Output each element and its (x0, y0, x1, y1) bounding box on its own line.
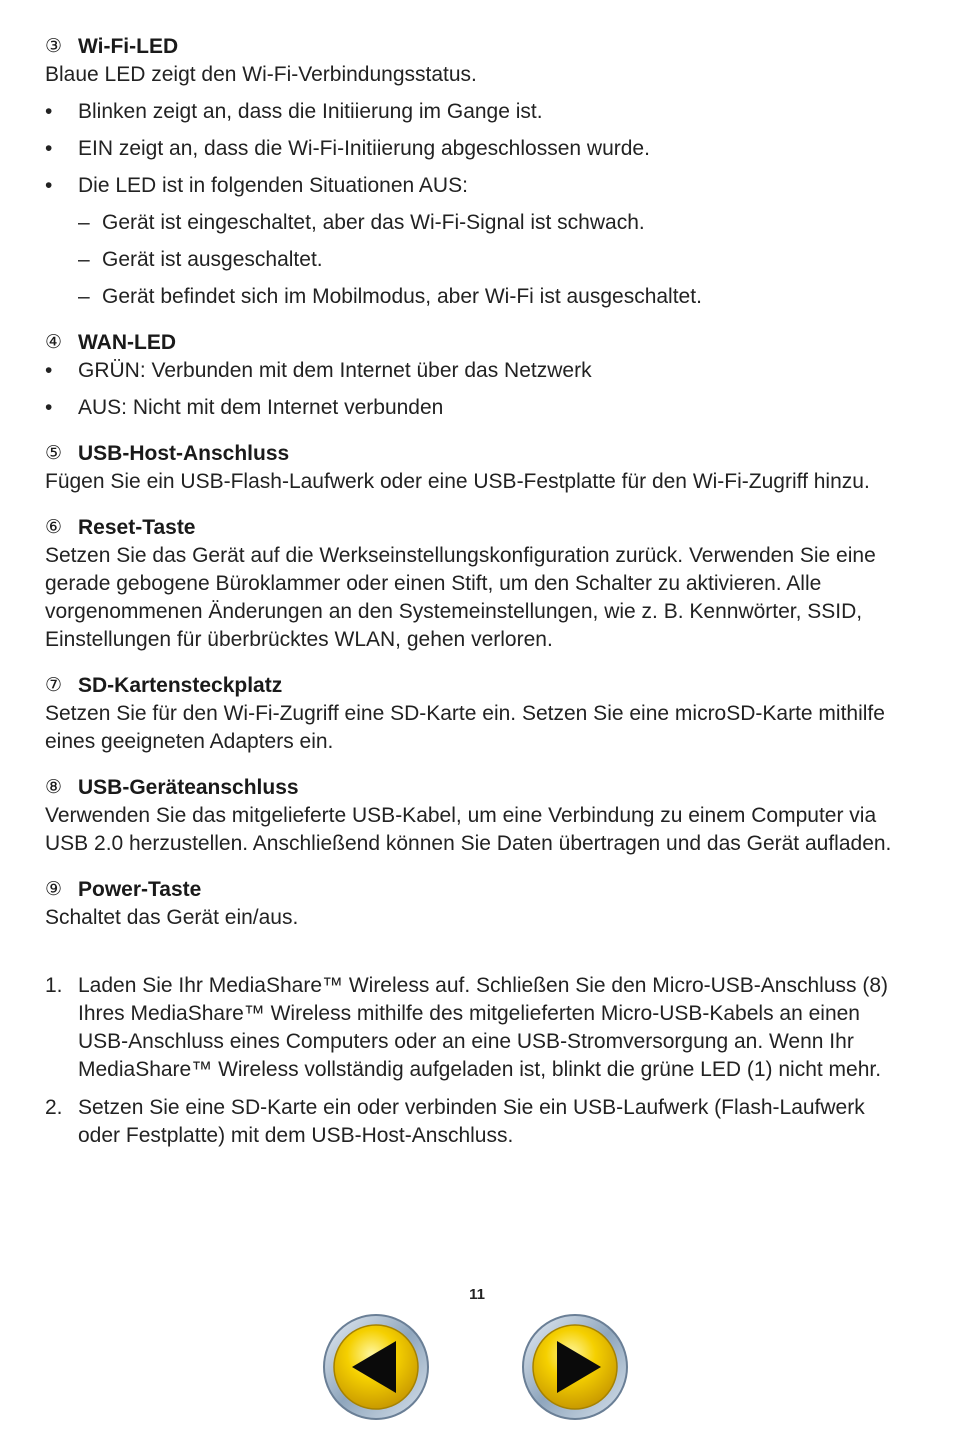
step-item (45, 972, 905, 1084)
bullet-mark: • (45, 137, 53, 160)
section-number: ⑨ (45, 879, 63, 900)
list-item-text: Die LED ist in folgenden Situationen AUS: (78, 174, 468, 197)
previous-page-button[interactable] (322, 1313, 430, 1421)
bullet-mark: • (45, 359, 53, 382)
step-number: 2. (45, 1096, 63, 1119)
section-heading (45, 672, 905, 700)
previous-page-icon (322, 1313, 430, 1421)
list-item-text: Blinken zeigt an, dass die Initiierung im Gange ist. (78, 100, 543, 123)
next-page-icon (521, 1313, 629, 1421)
section-title: Wi-Fi-LED (78, 35, 179, 58)
sub-list-item (45, 246, 905, 274)
section-title: SD-Kartensteckplatz (78, 674, 283, 697)
list-item-text: AUS: Nicht mit dem Internet verbunden (78, 396, 444, 419)
section-heading (45, 440, 905, 468)
section-wan-led (45, 329, 905, 422)
section-title: USB-Host-Anschluss (78, 442, 290, 465)
section-reset-button (45, 514, 905, 654)
page-number: 11 (469, 1286, 485, 1303)
list-item (45, 172, 905, 200)
page-content (45, 33, 905, 1160)
section-title: Reset-Taste (78, 516, 196, 539)
list-item-text: GRÜN: Verbunden mit dem Internet über das Netzwerk (78, 359, 592, 382)
step-text: Laden Sie Ihr MediaShare™ Wireless auf. Schließen Sie den Micro-USB-Anschluss (8) Ihres MediaShare™ Wireless mithilfe des mitgelieferten Micro-USB-Kabels an einen USB-Anschluss eines Computers oder an eine USB-Stromversorgung an. Wenn Ihr MediaShare™ Wireless vollständig aufgeladen ist, blinkt die grüne LED (1) nicht mehr. (78, 974, 889, 1081)
section-text: Verwenden Sie das mitgelieferte USB-Kabel, um eine Verbindung zu einem Computer via USB 2.0 herzustellen. Anschließend können Sie Daten übertragen und das Gerät aufladen. (45, 804, 892, 855)
section-usb-host-port (45, 440, 905, 496)
section-number: ⑦ (45, 675, 63, 696)
section-title: WAN-LED (78, 331, 176, 354)
section-text: Setzen Sie das Gerät auf die Werkseinstellungskonfiguration zurück. Verwenden Sie eine gerade gebogene Büroklammer oder einen Stift, um den Schalter zu aktivieren. Alle vorgenommenen Änderungen an den Systemeinstellungen, wie z. B. Kennwörter, SSID, Einstellungen für überbrücktes WLAN, gehen verloren. (45, 544, 876, 651)
dash-mark: – (78, 248, 90, 271)
list-item (45, 98, 905, 126)
section-heading (45, 876, 905, 904)
next-page-button[interactable] (521, 1313, 629, 1421)
section-heading (45, 514, 905, 542)
section-title: USB-Geräteanschluss (78, 776, 299, 799)
list-item (45, 135, 905, 163)
section-heading (45, 774, 905, 802)
section-number: ⑤ (45, 443, 63, 464)
section-number: ③ (45, 36, 63, 57)
list-item (45, 357, 905, 385)
section-title: Power-Taste (78, 878, 202, 901)
section-text: Blaue LED zeigt den Wi-Fi-Verbindungsstatus. (45, 63, 477, 86)
sub-list-item (45, 209, 905, 237)
section-wifi-led (45, 33, 905, 311)
bullet-mark: • (45, 174, 53, 197)
list-item (45, 394, 905, 422)
bullet-mark: • (45, 100, 53, 123)
section-sd-card-slot (45, 672, 905, 756)
step-number: 1. (45, 974, 63, 997)
bullet-mark: • (45, 396, 53, 419)
section-number: ④ (45, 332, 63, 353)
sub-list-item (45, 283, 905, 311)
section-number: ⑧ (45, 777, 63, 798)
dash-mark: – (78, 211, 90, 234)
section-power-button (45, 876, 905, 932)
sub-list-item-text: Gerät ist eingeschaltet, aber das Wi-Fi-Signal ist schwach. (102, 211, 645, 234)
section-text: Fügen Sie ein USB-Flash-Laufwerk oder eine USB-Festplatte für den Wi-Fi-Zugriff hinzu. (45, 470, 870, 493)
section-heading (45, 33, 905, 61)
sub-list-item-text: Gerät ist ausgeschaltet. (102, 248, 323, 271)
section-usb-device-port (45, 774, 905, 858)
section-number: ⑥ (45, 517, 63, 538)
step-text: Setzen Sie eine SD-Karte ein oder verbinden Sie ein USB-Laufwerk (Flash-Laufwerk oder Festplatte) mit dem USB-Host-Anschluss. (78, 1096, 865, 1147)
list-item-text: EIN zeigt an, dass die Wi-Fi-Initiierung abgeschlossen wurde. (78, 137, 650, 160)
setup-steps (45, 972, 905, 1150)
sub-list-item-text: Gerät befindet sich im Mobilmodus, aber Wi-Fi ist ausgeschaltet. (102, 285, 702, 308)
step-item (45, 1094, 905, 1150)
section-heading (45, 329, 905, 357)
section-text: Schaltet das Gerät ein/aus. (45, 906, 299, 929)
dash-mark: – (78, 285, 90, 308)
section-text: Setzen Sie für den Wi-Fi-Zugriff eine SD-Karte ein. Setzen Sie eine microSD-Karte mithilfe eines geeigneten Adapters ein. (45, 702, 885, 753)
